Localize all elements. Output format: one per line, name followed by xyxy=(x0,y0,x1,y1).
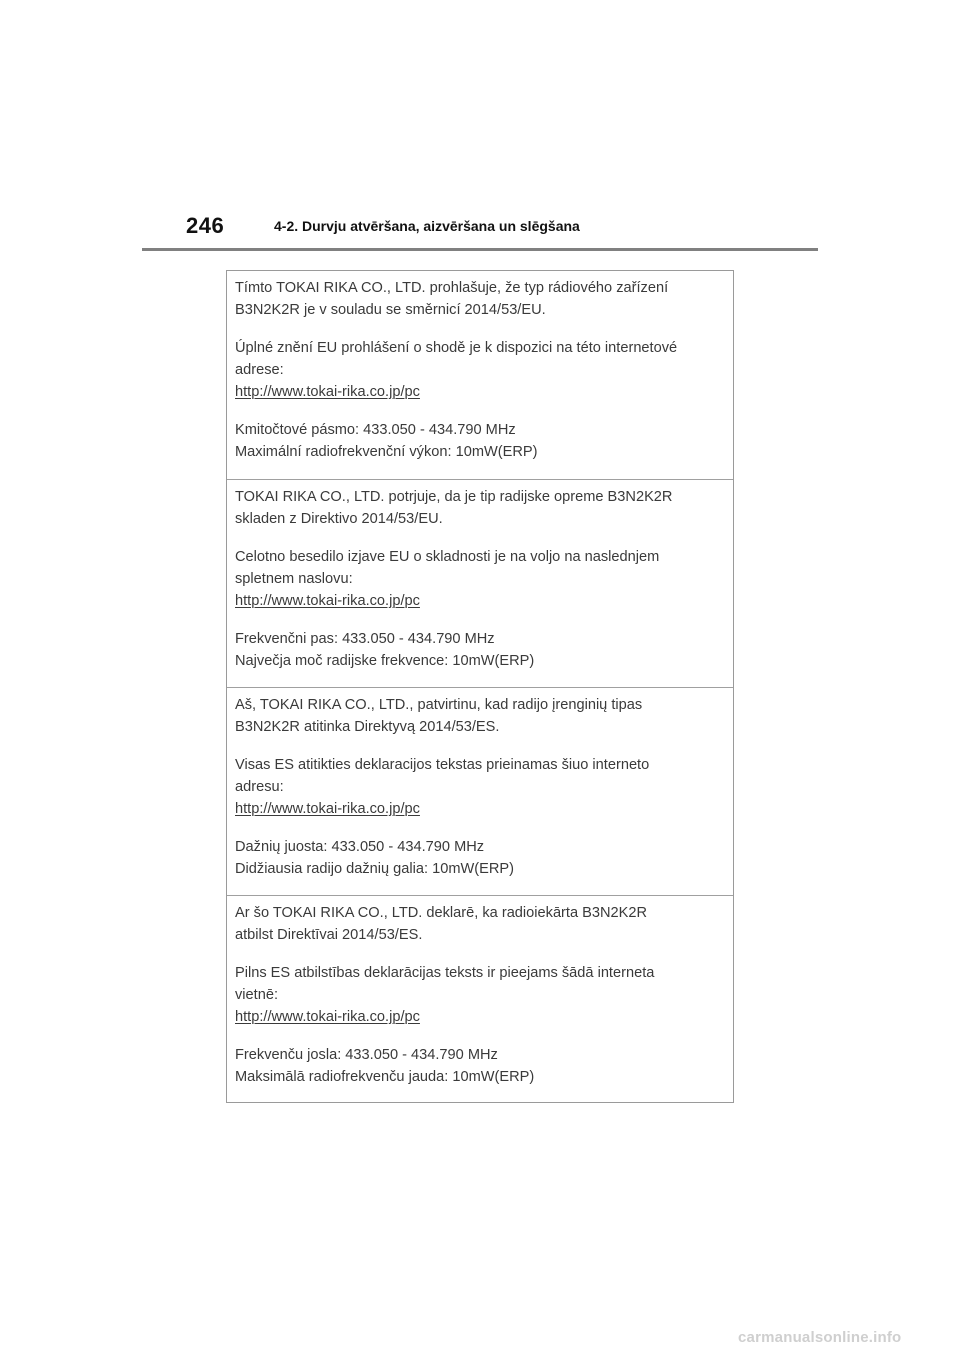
statement-line: atbilst Direktīvai 2014/53/ES. xyxy=(235,927,423,943)
statement-line: Tímto TOKAI RIKA CO., LTD. prohlašuje, že typ rádiového zařízení xyxy=(235,280,669,296)
section-title: 4-2. Durvju atvēršana, aizvēršana un slēgšana xyxy=(274,218,580,234)
availability-line: Úplné znění EU prohlášení o shodě je k dispozici na této internetové xyxy=(235,340,678,356)
power-line: Maximální radiofrekvenční výkon: 10mW(ERP) xyxy=(235,444,538,460)
power-line: Didžiausia radijo dažnių galia: 10mW(ERP) xyxy=(235,861,515,877)
declaration-block-latvian xyxy=(227,895,733,1088)
declaration-url-link[interactable]: http://www.tokai-rika.co.jp/pc xyxy=(235,384,420,400)
statement-line: B3N2K2R atitinka Direktyvą 2014/53/ES. xyxy=(235,719,500,735)
watermark: carmanualsonline.info xyxy=(738,1329,902,1346)
frequency-line: Kmitočtové pásmo: 433.050 - 434.790 MHz xyxy=(235,422,516,438)
statement-line: Aš, TOKAI RIKA CO., LTD., patvirtinu, kad radijo įrenginių tipas xyxy=(235,697,643,713)
availability-line: vietnē: xyxy=(235,987,278,1003)
availability-line: spletnem naslovu: xyxy=(235,571,353,587)
declaration-block-lithuanian xyxy=(227,687,733,880)
power-line: Maksimālā radiofrekvenču jauda: 10mW(ERP) xyxy=(235,1069,535,1085)
declaration-box xyxy=(226,270,734,1103)
statement-line: Ar šo TOKAI RIKA CO., LTD. deklarē, ka radioiekārta B3N2K2R xyxy=(235,905,648,921)
declaration-url-link[interactable]: http://www.tokai-rika.co.jp/pc xyxy=(235,593,420,609)
availability-line: Pilns ES atbilstības deklarācijas teksts ir pieejams šādā interneta xyxy=(235,965,655,981)
declaration-url-link[interactable]: http://www.tokai-rika.co.jp/pc xyxy=(235,1009,420,1025)
page-header xyxy=(142,212,818,251)
frequency-line: Frekvenču josla: 433.050 - 434.790 MHz xyxy=(235,1047,498,1063)
frequency-line: Frekvenčni pas: 433.050 - 434.790 MHz xyxy=(235,631,495,647)
declaration-block-czech xyxy=(227,271,733,463)
statement-line: B3N2K2R je v souladu se směrnicí 2014/53/EU. xyxy=(235,302,546,318)
page-number: 246 xyxy=(186,213,225,238)
availability-line: adrese: xyxy=(235,362,284,378)
statement-line: TOKAI RIKA CO., LTD. potrjuje, da je tip radijske opreme B3N2K2R xyxy=(235,489,673,505)
availability-line: Celotno besedilo izjave EU o skladnosti je na voljo na naslednjem xyxy=(235,549,660,565)
availability-line: adresu: xyxy=(235,779,284,795)
frequency-line: Dažnių juosta: 433.050 - 434.790 MHz xyxy=(235,839,485,855)
availability-line: Visas ES atitikties deklaracijos tekstas prieinamas šiuo interneto xyxy=(235,757,650,773)
declaration-url-link[interactable]: http://www.tokai-rika.co.jp/pc xyxy=(235,801,420,817)
power-line: Največja moč radijske frekvence: 10mW(ERP) xyxy=(235,653,535,669)
statement-line: skladen z Direktivo 2014/53/EU. xyxy=(235,511,443,527)
declaration-block-slovenian xyxy=(227,479,733,672)
